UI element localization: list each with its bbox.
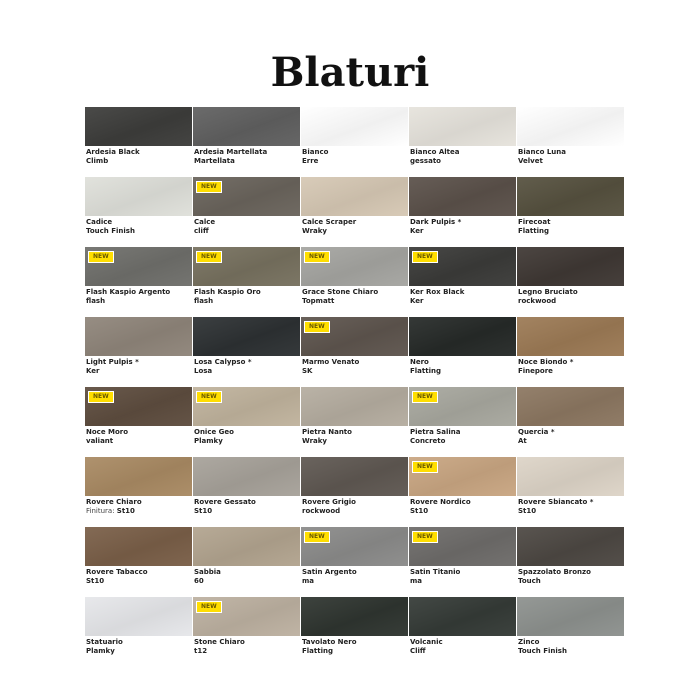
swatch-item — [193, 597, 300, 667]
swatch-grid — [85, 107, 623, 667]
swatch-name: Rovere Nordico — [410, 498, 471, 506]
swatch-finish: cliff — [194, 227, 209, 235]
swatch-finish-line — [194, 437, 300, 446]
swatch-sample — [517, 107, 624, 146]
swatch-item — [85, 527, 192, 597]
swatch-label — [302, 568, 408, 586]
swatch-finish: Losa — [194, 367, 213, 375]
swatch-label — [302, 358, 408, 376]
swatch-finish: 60 — [194, 577, 204, 585]
swatch-label — [518, 568, 624, 586]
swatch-label — [86, 498, 192, 516]
swatch-item — [409, 527, 516, 597]
swatch-finish-line — [194, 577, 300, 586]
swatch-item — [193, 177, 300, 247]
swatch-finish-line — [194, 297, 300, 306]
swatch-finish: Flatting — [518, 227, 549, 235]
swatch-label — [86, 638, 192, 656]
swatch-label — [194, 218, 300, 236]
new-badge: NEW — [304, 251, 330, 263]
swatch-finish: flash — [194, 297, 214, 305]
swatch-finish: Ker — [410, 297, 424, 305]
swatch-label — [86, 148, 192, 166]
swatch-item — [517, 527, 624, 597]
swatch-sample — [193, 527, 300, 566]
swatch-sample — [409, 597, 516, 636]
swatch-name: Light Pulpis * — [86, 358, 139, 366]
swatch-name: Quercia * — [518, 428, 555, 436]
swatch-finish: Topmatt — [302, 297, 335, 305]
swatch-sample — [409, 387, 516, 426]
swatch-item — [193, 317, 300, 387]
swatch-finish: flash — [86, 297, 106, 305]
swatch-name: Rovere Tabacco — [86, 568, 148, 576]
swatch-finish-line — [410, 367, 516, 376]
swatch-finish: rockwood — [518, 297, 557, 305]
swatch-item — [517, 177, 624, 247]
swatch-finish: valiant — [86, 437, 114, 445]
swatch-label — [302, 288, 408, 306]
swatch-sample — [85, 387, 192, 426]
swatch-finish: Flatting — [302, 647, 333, 655]
swatch-label — [518, 358, 624, 376]
swatch-name: Grace Stone Chiaro — [302, 288, 379, 296]
swatch-name: Marmo Venato — [302, 358, 360, 366]
swatch-name: Calce — [194, 218, 216, 226]
swatch-sample — [517, 317, 624, 356]
swatch-item — [301, 527, 408, 597]
swatch-sample — [193, 597, 300, 636]
swatch-name: Noce Biondo * — [518, 358, 574, 366]
swatch-sample — [301, 527, 408, 566]
swatch-label — [194, 428, 300, 446]
swatch-item — [517, 597, 624, 667]
swatch-item — [193, 107, 300, 177]
swatch-finish-line — [302, 647, 408, 656]
swatch-name: Zinco — [518, 638, 540, 646]
swatch-label — [410, 498, 516, 516]
new-badge: NEW — [412, 251, 438, 263]
swatch-finish-line — [410, 157, 516, 166]
swatch-finish: ma — [302, 577, 315, 585]
swatch-label — [410, 568, 516, 586]
swatch-finish-line — [86, 507, 192, 516]
swatch-finish: Cliff — [410, 647, 426, 655]
swatch-finish-line — [86, 577, 192, 586]
swatch-sample — [517, 247, 624, 286]
swatch-label — [302, 638, 408, 656]
swatch-sample — [301, 457, 408, 496]
swatch-sample — [517, 177, 624, 216]
swatch-finish-line — [86, 157, 192, 166]
swatch-finish-line — [194, 227, 300, 236]
swatch-label — [302, 148, 408, 166]
swatch-finish: SK — [302, 367, 313, 375]
swatch-sample — [409, 247, 516, 286]
swatch-finish-line — [194, 647, 300, 656]
swatch-sample — [193, 177, 300, 216]
swatch-name: Rovere Sbiancato * — [518, 498, 594, 506]
swatch-item — [409, 387, 516, 457]
swatch-name: Rovere Chiaro — [86, 498, 142, 506]
swatch-label — [410, 218, 516, 236]
swatch-sample — [301, 107, 408, 146]
swatch-item — [85, 317, 192, 387]
swatch-name: Flash Kaspio Argento — [86, 288, 171, 296]
swatch-name: Dark Pulpis * — [410, 218, 462, 226]
swatch-item — [85, 177, 192, 247]
swatch-finish: Wraky — [302, 437, 327, 445]
swatch-label — [518, 428, 624, 446]
swatch-label — [410, 288, 516, 306]
swatch-item — [85, 457, 192, 527]
new-badge: NEW — [88, 391, 114, 403]
swatch-sample — [85, 457, 192, 496]
swatch-finish: Martellata — [194, 157, 235, 165]
swatch-finish-line — [194, 507, 300, 516]
swatch-sample — [301, 317, 408, 356]
swatch-name: Stone Chiaro — [194, 638, 245, 646]
swatch-item — [301, 457, 408, 527]
swatch-label — [410, 428, 516, 446]
swatch-item — [193, 247, 300, 317]
swatch-label — [410, 148, 516, 166]
swatch-finish-line — [302, 227, 408, 236]
swatch-finish: Touch Finish — [86, 227, 135, 235]
swatch-finish-line — [302, 367, 408, 376]
swatch-finish: Plamky — [194, 437, 223, 445]
swatch-label — [302, 498, 408, 516]
swatch-finish: Concreto — [410, 437, 446, 445]
new-badge: NEW — [304, 321, 330, 333]
swatch-item — [409, 597, 516, 667]
swatch-finish: Erre — [302, 157, 319, 165]
swatch-finish: Wraky — [302, 227, 327, 235]
swatch-finish: Touch Finish — [518, 647, 567, 655]
swatch-finish: Ker — [86, 367, 100, 375]
swatch-item — [517, 317, 624, 387]
swatch-finish: gessato — [410, 157, 441, 165]
swatch-finish-line — [194, 157, 300, 166]
swatch-finish: St10 — [116, 507, 135, 515]
swatch-name: Satin Argento — [302, 568, 357, 576]
swatch-sample — [85, 107, 192, 146]
swatch-label — [410, 638, 516, 656]
swatch-label — [518, 288, 624, 306]
swatch-sample — [409, 457, 516, 496]
swatch-finish-line — [86, 227, 192, 236]
swatch-name: Pietra Nanto — [302, 428, 352, 436]
swatch-label — [86, 568, 192, 586]
swatch-finish-line — [410, 227, 516, 236]
swatch-sample — [193, 457, 300, 496]
swatch-label — [194, 638, 300, 656]
swatch-item — [85, 597, 192, 667]
swatch-label — [194, 358, 300, 376]
swatch-finish: Velvet — [518, 157, 543, 165]
swatch-name: Rovere Gessato — [194, 498, 256, 506]
swatch-name: Cadice — [86, 218, 113, 226]
swatch-item — [301, 387, 408, 457]
swatch-finish-line — [518, 157, 624, 166]
swatch-finish-line — [518, 647, 624, 656]
swatch-finish-prefix: Finitura: — [86, 507, 117, 515]
swatch-finish: Flatting — [410, 367, 441, 375]
swatch-name: Sabbia — [194, 568, 221, 576]
swatch-name: Calce Scraper — [302, 218, 357, 226]
swatch-finish-line — [518, 227, 624, 236]
swatch-finish-line — [410, 507, 516, 516]
swatch-label — [86, 288, 192, 306]
swatch-sample — [409, 527, 516, 566]
swatch-label — [194, 498, 300, 516]
swatch-name: Rovere Grigio — [302, 498, 356, 506]
swatch-label — [86, 218, 192, 236]
swatch-finish: Finepore — [518, 367, 553, 375]
swatch-name: Flash Kaspio Oro — [194, 288, 261, 296]
swatch-name: Satin Titanio — [410, 568, 461, 576]
swatch-finish-line — [86, 647, 192, 656]
swatch-finish-line — [410, 577, 516, 586]
swatch-finish-line — [518, 507, 624, 516]
swatch-item — [409, 247, 516, 317]
swatch-finish: rockwood — [302, 507, 341, 515]
swatch-sample — [409, 177, 516, 216]
swatch-item — [517, 107, 624, 177]
swatch-item — [193, 527, 300, 597]
swatch-finish-line — [86, 437, 192, 446]
swatch-name: Ker Rox Black — [410, 288, 465, 296]
swatch-sample — [85, 177, 192, 216]
swatch-sample — [193, 387, 300, 426]
swatch-label — [410, 358, 516, 376]
swatch-label — [194, 148, 300, 166]
swatch-finish: St10 — [410, 507, 429, 515]
swatch-label — [302, 218, 408, 236]
swatch-name: Firecoat — [518, 218, 551, 226]
swatch-sample — [517, 457, 624, 496]
swatch-name: Nero — [410, 358, 429, 366]
swatch-name: Tavolato Nero — [302, 638, 357, 646]
swatch-name: Bianco Altea — [410, 148, 460, 156]
swatch-sample — [517, 597, 624, 636]
swatch-sample — [409, 107, 516, 146]
swatch-label — [86, 428, 192, 446]
swatch-item — [85, 247, 192, 317]
new-badge: NEW — [196, 251, 222, 263]
swatch-item — [517, 247, 624, 317]
swatch-item — [301, 247, 408, 317]
swatch-finish-line — [518, 367, 624, 376]
swatch-item — [301, 317, 408, 387]
new-badge: NEW — [196, 391, 222, 403]
swatch-finish-line — [410, 437, 516, 446]
swatch-name: Onice Geo — [194, 428, 234, 436]
new-badge: NEW — [196, 181, 222, 193]
swatch-sample — [301, 387, 408, 426]
swatch-finish: St10 — [518, 507, 537, 515]
swatch-item — [301, 177, 408, 247]
swatch-finish-line — [302, 507, 408, 516]
swatch-name: Losa Calypso * — [194, 358, 252, 366]
swatch-label — [518, 218, 624, 236]
swatch-label — [518, 498, 624, 516]
swatch-sample — [517, 527, 624, 566]
swatch-item — [85, 107, 192, 177]
swatch-sample — [301, 177, 408, 216]
swatch-name: Statuario — [86, 638, 123, 646]
swatch-finish: ma — [410, 577, 423, 585]
swatch-name: Spazzolato Bronzo — [518, 568, 591, 576]
swatch-sample — [85, 317, 192, 356]
swatch-item — [517, 457, 624, 527]
swatch-sample — [409, 317, 516, 356]
swatch-finish: At — [518, 437, 527, 445]
swatch-finish-line — [518, 437, 624, 446]
swatch-sample — [301, 247, 408, 286]
swatch-item — [517, 387, 624, 457]
swatch-finish-line — [194, 367, 300, 376]
new-badge: NEW — [196, 601, 222, 613]
swatch-sample — [85, 527, 192, 566]
swatch-item — [301, 107, 408, 177]
swatch-name: Noce Moro — [86, 428, 129, 436]
swatch-finish: Ker — [410, 227, 424, 235]
page-title: Blaturi — [270, 49, 430, 96]
new-badge: NEW — [88, 251, 114, 263]
swatch-name: Ardesia Martellata — [194, 148, 268, 156]
swatch-item — [85, 387, 192, 457]
swatch-item — [409, 177, 516, 247]
swatch-sample — [301, 597, 408, 636]
swatch-name: Ardesia Black — [86, 148, 140, 156]
swatch-name: Pietra Salina — [410, 428, 461, 436]
swatch-sample — [85, 247, 192, 286]
swatch-finish-line — [410, 297, 516, 306]
swatch-item — [193, 457, 300, 527]
swatch-sample — [193, 247, 300, 286]
swatch-sample — [85, 597, 192, 636]
swatch-finish-line — [518, 297, 624, 306]
swatch-label — [86, 358, 192, 376]
swatch-item — [301, 597, 408, 667]
swatch-name: Legno Bruciato — [518, 288, 578, 296]
swatch-finish: Climb — [86, 157, 109, 165]
swatch-finish-line — [86, 367, 192, 376]
swatch-sample — [193, 107, 300, 146]
new-badge: NEW — [304, 531, 330, 543]
swatch-finish: Plamky — [86, 647, 115, 655]
swatch-name: Bianco — [302, 148, 329, 156]
swatch-finish-line — [302, 437, 408, 446]
swatch-name: Bianco Luna — [518, 148, 566, 156]
swatch-name: Volcanic — [410, 638, 443, 646]
swatch-label — [518, 638, 624, 656]
swatch-finish: St10 — [194, 507, 213, 515]
swatch-finish-line — [410, 647, 516, 656]
swatch-label — [194, 568, 300, 586]
new-badge: NEW — [412, 391, 438, 403]
swatch-label — [518, 148, 624, 166]
swatch-item — [409, 317, 516, 387]
new-badge: NEW — [412, 461, 438, 473]
swatch-item — [409, 457, 516, 527]
swatch-label — [194, 288, 300, 306]
new-badge: NEW — [412, 531, 438, 543]
swatch-finish-line — [302, 577, 408, 586]
swatch-finish: Touch — [518, 577, 541, 585]
swatch-item — [193, 387, 300, 457]
swatch-sample — [517, 387, 624, 426]
swatch-sample — [193, 317, 300, 356]
swatch-finish-line — [302, 157, 408, 166]
swatch-finish: t12 — [194, 647, 208, 655]
swatch-item — [409, 107, 516, 177]
swatch-finish-line — [518, 577, 624, 586]
swatch-finish-line — [302, 297, 408, 306]
swatch-label — [302, 428, 408, 446]
swatch-finish: St10 — [86, 577, 105, 585]
swatch-finish-line — [86, 297, 192, 306]
